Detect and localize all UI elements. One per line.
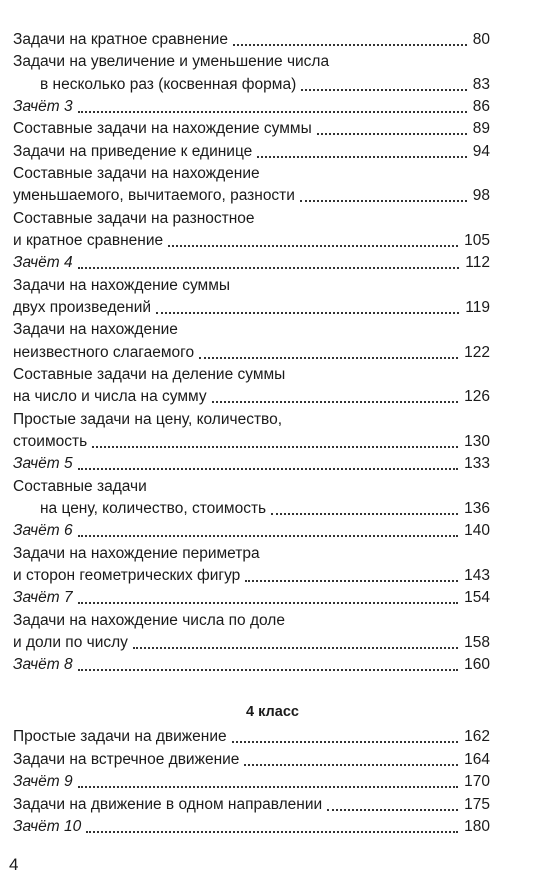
toc-entry[interactable]	[13, 163, 490, 185]
toc-entry-page: 86	[472, 97, 490, 115]
toc-entry-title: Зачёт 5	[13, 455, 73, 473]
toc-entry[interactable]	[13, 118, 490, 140]
dot-leader	[245, 580, 458, 582]
toc-entry[interactable]	[13, 364, 490, 386]
dot-leader	[78, 267, 459, 269]
dot-leader	[271, 513, 458, 515]
toc-entry-title: Задачи на приведение к единице	[13, 142, 253, 160]
toc-entry-title: Зачёт 7	[13, 589, 73, 607]
toc-entry-title: Составные задачи на нахождение	[13, 164, 260, 182]
toc-entry-page: 112	[465, 254, 490, 272]
dot-leader	[78, 669, 458, 671]
toc-entry-title: Зачёт 3	[13, 97, 73, 115]
toc-entry-title: на цену, количество, стоимость	[40, 499, 267, 517]
toc-entry-title: уменьшаемого, вычитаемого, разности	[13, 187, 295, 205]
toc-entry-page: 154	[464, 589, 490, 607]
dot-leader	[232, 741, 458, 743]
dot-leader	[317, 133, 467, 135]
toc-entry[interactable]	[13, 654, 490, 676]
toc-entry-title: Зачёт 6	[13, 522, 73, 540]
dot-leader	[327, 809, 458, 811]
toc-entry-title: стоимость	[13, 432, 88, 450]
toc-entry[interactable]	[13, 816, 490, 838]
toc-entry-title: на число и числа на сумму	[13, 388, 207, 406]
toc-entry-title: Зачёт 8	[13, 656, 73, 674]
dot-leader	[92, 446, 458, 448]
toc-entry-page: 170	[464, 773, 490, 790]
toc-entry-title: Зачёт 10	[13, 818, 82, 835]
toc-entry-page: 140	[464, 522, 490, 540]
toc-entry[interactable]	[13, 565, 490, 587]
toc-entry-title: Простые задачи на движение	[13, 728, 227, 745]
toc-entry-title: Зачёт 4	[13, 254, 73, 272]
toc-entry[interactable]	[13, 252, 490, 274]
toc-entry-title: неизвестного слагаемого	[13, 343, 195, 361]
toc-entry-page: 164	[464, 750, 490, 768]
toc-entry-title: Составные задачи на нахождение суммы	[13, 120, 312, 138]
toc-entry-page: 180	[464, 818, 490, 835]
toc-entry-page: 160	[464, 656, 490, 674]
toc-entry-page: 133	[464, 455, 490, 473]
dot-leader	[78, 468, 458, 470]
toc-entry[interactable]	[13, 726, 490, 748]
dot-leader	[78, 602, 458, 604]
dot-leader	[133, 647, 458, 649]
toc-entry-page: 83	[472, 75, 490, 93]
toc-entry-title: Задачи на кратное сравнение	[13, 31, 228, 48]
toc-entry-title: Задачи на встречное движение	[13, 750, 240, 768]
toc-entry[interactable]	[13, 342, 490, 364]
toc-entry[interactable]	[13, 230, 490, 252]
toc-entry-page: 162	[464, 728, 490, 745]
dot-leader	[199, 357, 458, 359]
section-heading: 4 класс	[246, 704, 299, 720]
dot-leader	[244, 764, 458, 766]
toc-entry[interactable]	[13, 275, 490, 297]
toc-entry-title: Составные задачи	[13, 477, 147, 495]
toc-entry[interactable]	[13, 453, 490, 475]
toc-entry-title: в несколько раз (косвенная форма)	[40, 75, 297, 93]
toc-entry[interactable]	[13, 610, 490, 632]
toc-entry-title: и сторон геометрических фигур	[13, 566, 241, 584]
toc-entry[interactable]	[13, 51, 490, 73]
toc-entry[interactable]	[13, 96, 490, 118]
toc-entry-page: 119	[465, 298, 490, 316]
toc-entry-page: 175	[464, 795, 490, 813]
toc-entry-page: 98	[472, 187, 490, 205]
toc-entry[interactable]	[13, 409, 490, 431]
dot-leader	[156, 312, 459, 314]
dot-leader	[86, 831, 458, 833]
toc-entry[interactable]	[13, 632, 490, 654]
toc-entry-page: 94	[472, 142, 490, 160]
toc-entry-title: Зачёт 9	[13, 773, 73, 790]
toc-entry-title: Задачи на нахождение	[13, 321, 178, 339]
toc-entry-page: 126	[464, 388, 490, 406]
toc-entry-title: двух произведений	[13, 298, 152, 316]
dot-leader	[78, 111, 467, 113]
toc-entry[interactable]	[13, 141, 490, 163]
toc-entry-page: 80	[472, 31, 490, 48]
toc-entry[interactable]	[13, 208, 490, 230]
toc-entry[interactable]	[13, 543, 490, 565]
toc-entry-title: Простые задачи на цену, количество,	[13, 410, 283, 428]
toc-entry[interactable]	[13, 74, 490, 96]
toc-entry[interactable]	[13, 319, 490, 341]
toc-entry[interactable]	[13, 297, 490, 319]
toc-entry-title: Составные задачи на деление суммы	[13, 365, 286, 383]
toc-entry[interactable]	[13, 386, 490, 408]
toc-entry[interactable]	[13, 794, 490, 816]
toc-entry[interactable]	[13, 29, 490, 51]
dot-leader	[301, 89, 467, 91]
toc-entry-title: Задачи на нахождение периметра	[13, 544, 260, 562]
toc-entry[interactable]	[13, 749, 490, 771]
dot-leader	[212, 401, 458, 403]
toc-entry[interactable]	[13, 498, 490, 520]
toc-entry-title: Задачи на увеличение и уменьшение числа	[13, 53, 330, 71]
toc-entry-title: и кратное сравнение	[13, 231, 164, 249]
toc-entry-title: Задачи на нахождение числа по доле	[13, 611, 285, 629]
page-number: 4	[9, 855, 19, 874]
toc-entry-page: 89	[472, 120, 490, 138]
toc-entry-page: 143	[464, 566, 490, 584]
toc-entry-title: и доли по числу	[13, 633, 128, 651]
toc-entry-title: Составные задачи на разностное	[13, 209, 255, 227]
toc-entry-page: 136	[464, 499, 490, 517]
toc-entry[interactable]	[13, 520, 490, 542]
toc-entry[interactable]	[13, 185, 490, 207]
dot-leader	[78, 535, 458, 537]
toc-entry-page: 130	[464, 432, 490, 450]
toc-entry[interactable]	[13, 431, 490, 453]
toc-entry[interactable]	[13, 771, 490, 793]
toc-entry-page: 105	[464, 231, 490, 249]
dot-leader	[257, 156, 467, 158]
toc-entry-page: 122	[464, 343, 490, 361]
dot-leader	[168, 245, 458, 247]
dot-leader	[300, 200, 467, 202]
toc-entry[interactable]	[13, 476, 490, 498]
toc-entry-title: Задачи на нахождение суммы	[13, 276, 230, 294]
toc-entry-title: Задачи на движение в одном направлении	[13, 795, 323, 813]
toc-entry[interactable]	[13, 587, 490, 609]
dot-leader	[233, 44, 467, 46]
toc-entry-page: 158	[464, 633, 490, 651]
dot-leader	[78, 786, 458, 788]
